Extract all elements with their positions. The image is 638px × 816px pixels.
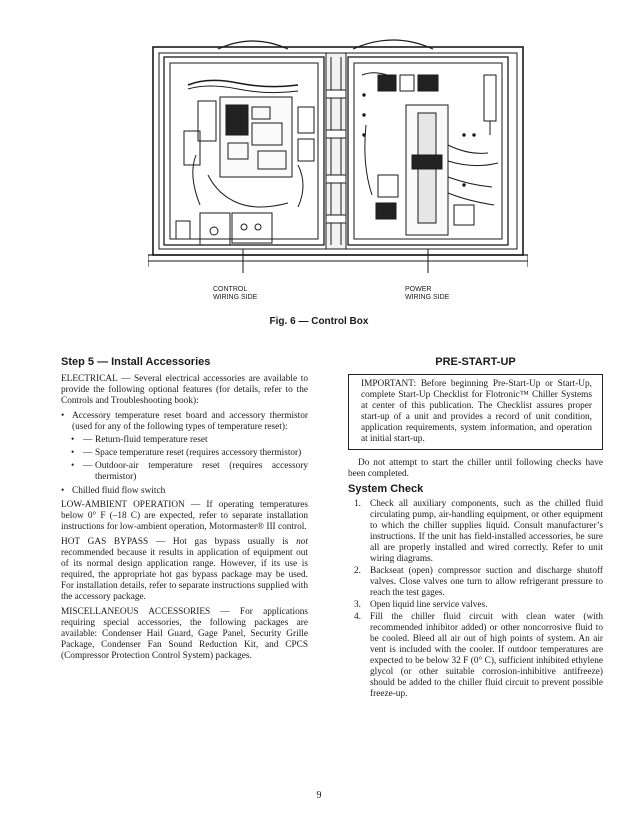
electrical-bullets [61,411,308,497]
page-number: 9 [316,790,322,801]
left-column [61,357,308,666]
check-item: 1. Check all auxiliary components, such as the chilled fluid circulating pump, air-handling equipment, or other equipment to which the chiller supplies liquid. Consult manufacturer’s instructions. If the unit has field-installed accessories, be sure all are properly installed and wired correctly. Refer to unit wiring diagrams. [354,499,603,564]
check-item: 2. Backseat (open) compressor suction and discharge shutoff valves. Close valves one turn to allow refrigerant pressure to reach the test gages. [354,566,603,598]
system-check-heading: System Check [348,483,424,495]
electrical-paragraph: ELECTRICAL — Several electrical accessories are available to provide the following optional features (for details, refer to the Controls and Troubleshooting book): [61,374,308,406]
bullet-flow-switch: • Chilled fluid flow switch [61,486,308,497]
important-note-box: IMPORTANT: Before beginning Pre-Start-Up or Start-Up, complete Start-Up Checklist for Flotronic™ Chiller Systems at center of this publication. The Checklist assures proper start-up of a unit and provides a record of unit condition, application requirements, system information, and operation at initial start-up. [348,374,603,450]
right-column [348,357,603,701]
step-heading: Step 5 — Install Accessories [61,356,211,368]
low-ambient-paragraph: LOW-AMBIENT OPERATION — If operating temperatures below 0° F (–18 C) are expected, refer to separate installation instructions for low-ambient operation, Motormaster® III control. [61,500,308,532]
pre-start-up-heading: PRE-START-UP [435,356,516,368]
control-wiring-side-label: CONTROL WIRING SIDE [213,286,258,301]
hot-gas-paragraph: HOT GAS BYPASS — Hot gas bypass usually is not recommended because it results in application of equipment out of its normal design application range. However, if its use is required, the appropriate hot gas bypass package may be used. For installation details, refer to separate instructions supplied with the accessory package. [61,537,308,602]
power-wiring-side-label: POWER WIRING SIDE [405,286,450,301]
system-check-list [348,499,603,700]
misc-accessories-paragraph: MISCELLANEOUS ACCESSORIES — For applications requiring special accessories, the following packages are available: Condenser Hail Guard, Gage Panel, Security Grille Package, Condenser Fan Sound Reduction Kit, and CPCS (Compressor Protection Control System) packages. [61,607,308,661]
figure-caption: Fig. 6 — Control Box [269,316,369,327]
control-box-figure [148,35,528,303]
sub-item: • — Return-fluid temperature reset [83,435,308,446]
sub-item: • — Outdoor-air temperature reset (requires accessory thermistor) [83,461,308,483]
sub-item: • — Space temperature reset (requires accessory thermistor) [83,448,308,459]
do-not-start-paragraph: Do not attempt to start the chiller until following checks have been completed. [348,458,603,479]
bullet-temperature-reset: • Accessory temperature reset board and accessory thermistor (used for any of the following types of temperature reset): • — Return-fluid temperature reset • — Space temperature reset (requires accessory thermistor) • — Outdoor-air temperature reset (requires accessory thermistor) [61,411,308,483]
check-item: 4. Fill the chiller fluid circuit with clean water (with recommended inhibitor added) or other noncorrosive fluid to be cooled. Bleed all air out of high points of system. An air vent is included with the cooler. If outdoor temperatures are expected to be below 32 F (0° C), sufficient inhibited ethylene glycol (or other suitable corrosion-inhibitive antifreeze) should be added to the chiller fluid circuit to prevent possible freeze-up. [354,612,603,699]
control-box-drawing [148,35,528,303]
check-item: 3. Open liquid line service valves. [354,600,488,610]
temperature-reset-sublist [72,435,308,483]
